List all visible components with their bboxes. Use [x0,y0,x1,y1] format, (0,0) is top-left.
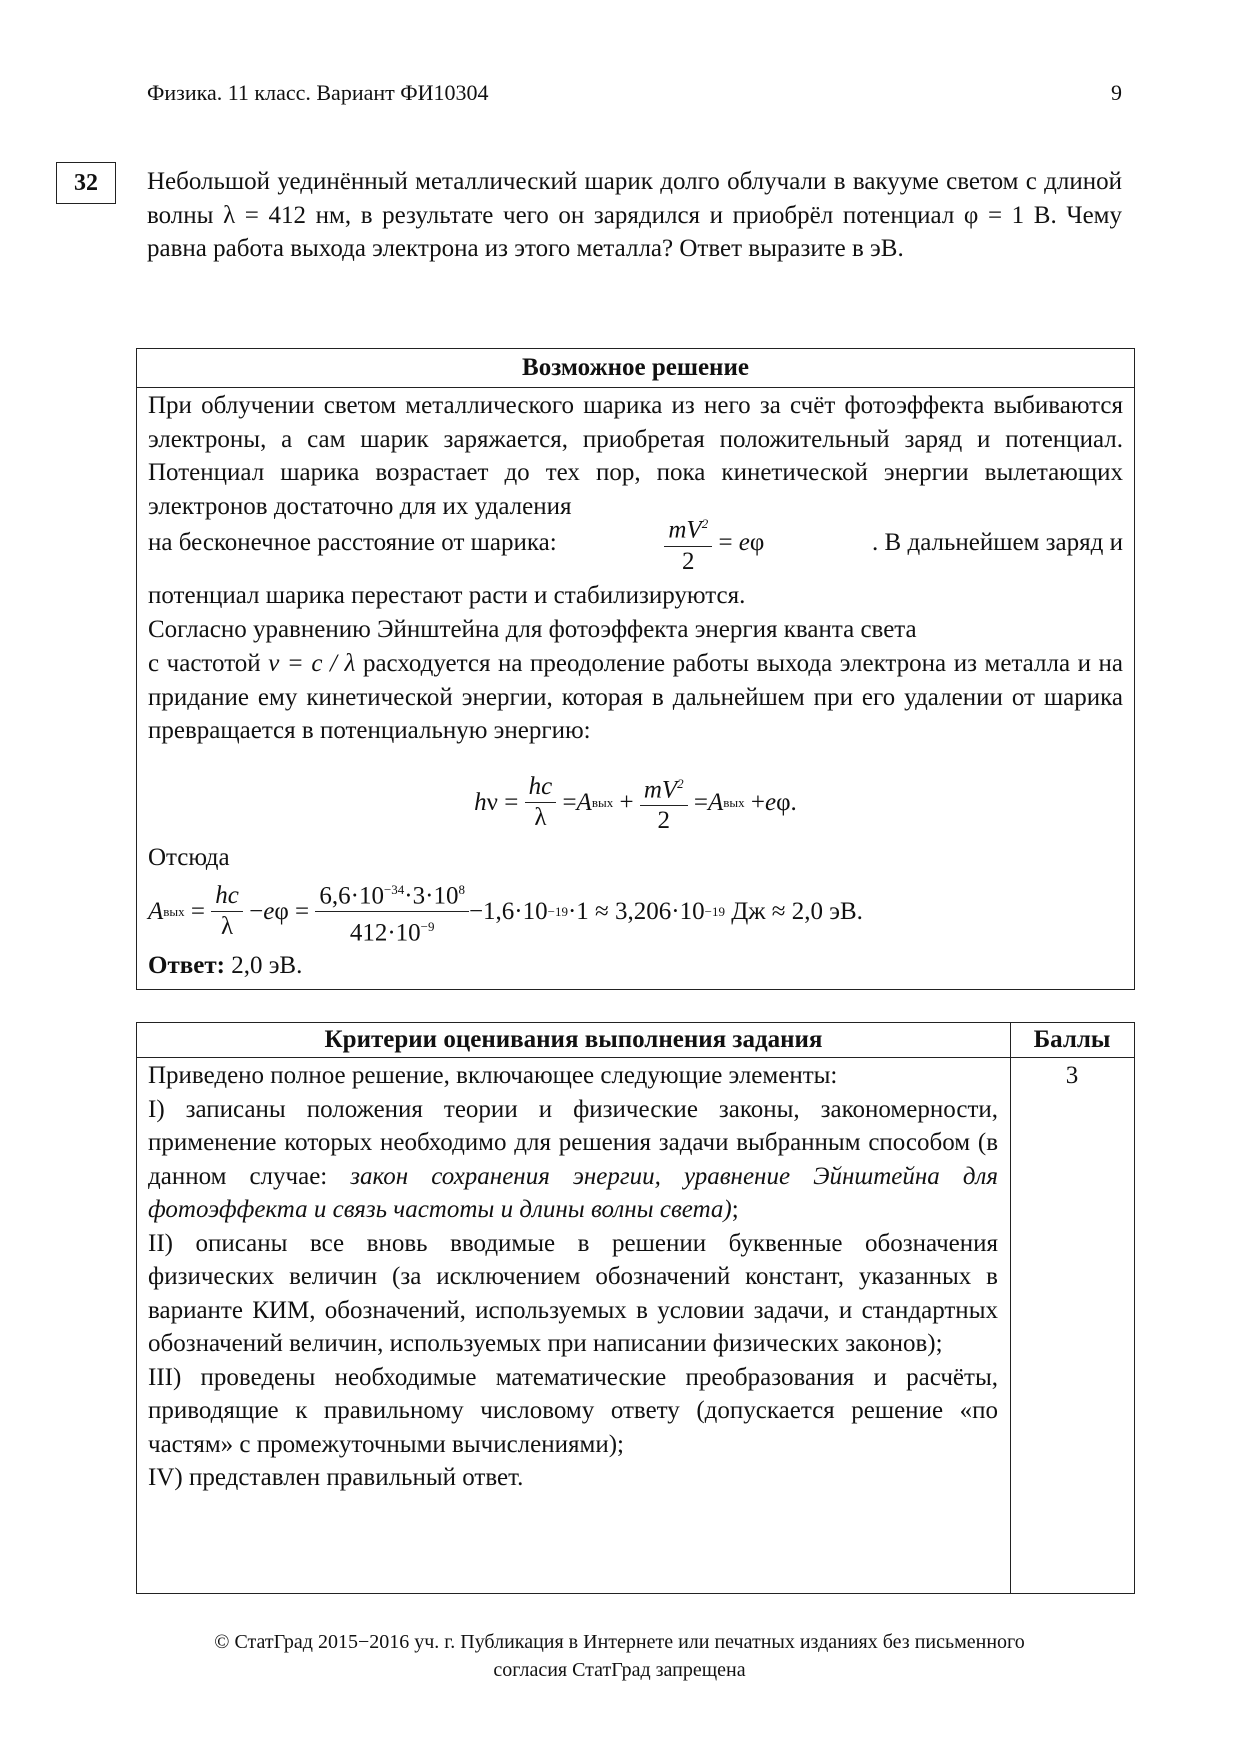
p4b-start: с частотой [148,650,261,677]
points-value: 3 [1065,1062,1079,1089]
work-function-calculation: A вых = $\frac{hc}{\lambda}$ − e φ = $\frac{6,6\cdot 10^{-34}\cdot 3\cdot 10^8}{412\cdot 10^{-9}}$ −1,6·10 −19 ·1 ≈ 3,206·10 −19 Дж ≈ 2,0 эВ. [148,875,1123,945]
solution-paragraph-4a: Согласно уравнению Эйнштейна для фотоэффекта энергия кванта света [148,616,917,643]
einstein-equation: h ν = $\frac{hc}{\lambda}$ = A вых + $\frac{mV^2}{2}$ = A вых + e φ. [148,769,1123,837]
solution-box [136,348,1135,990]
answer-value: 2,0 эВ. [231,952,303,979]
criteria-intro: Приведено полное решение, включающее следующие элементы: [148,1062,838,1089]
kinetic-energy-formula: $\frac{mV^2}{2}$ = eφ [664,509,764,576]
criteria-description [148,1059,998,1495]
question-text: Небольшой уединённый металлический шарик долго облучали в вакууме светом с длиной волны λ = 412 нм, в результате чего он зарядился и приобрёл потенциал φ = 1 В. Чему равна работа выхода электрона из этого металла? Ответ выразите в эВ. [147,168,1122,262]
solution-title: Возможное решение [137,349,1134,388]
criteria-item-3: III) проведены необходимые математические преобразования и расчёты, приводящие к правильному числовому ответу (допускается решение «по частям» с промежуточными вычислениями); [148,1363,998,1458]
footer-line-2: согласия СтатГрад запрещена [493,1659,746,1681]
page-number: 9 [1111,80,1122,105]
criteria-item-2: II) описаны все вновь вводимые в решении буквенные обозначения физических величин (за исключением обозначений констант, указанных в варианте КИМ, обозначений, используемых в условии задачи, и стандартных обозначений величин, используемых при написании физических законов); [148,1229,998,1357]
solution-p2-end: . В дальнейшем заряд и [872,529,1123,557]
fraction-mv2-over-2: $\frac{mV^2}{2}$ [664,509,712,576]
solution-hence: Отсюда [148,844,230,871]
question-number: 32 [56,162,116,204]
footer-line-1: © СтатГрад 2015−2016 уч. г. Публикация в Интернете или печатных изданиях без письменного [214,1631,1025,1653]
criteria-item-4: IV) представлен правильный ответ. [148,1464,524,1491]
criteria-column-header: Критерии оценивания выполнения задания [324,1026,823,1053]
solution-p2-start: на бесконечное расстояние от шарика: [148,529,557,557]
answer-label: Ответ: [148,952,225,979]
page-header [147,80,1122,106]
criteria-item-1: I) записаны положения теории и физические законы, закономерности, применение которых необходимо для решения задачи выбранным способом (в данном случае: закон сохранения энергии, уравнение Эйнштейна для фотоэффекта и связь частоты и длины волны света); [148,1095,999,1223]
solution-paragraph-3: потенциал шарика перестают расти и стабилизируются. [148,582,746,609]
solution-paragraph-4b [148,647,1123,748]
solution-answer [148,949,1123,983]
solution-paragraph-1: При облучении светом металлического шарика из него за счёт фотоэффекта выбиваются электроны, а сам шарик заряжается, приобретая положительный заряд и потенциал. Потенциал шарика возрастает до тех пор, пока кинетической энергии вылетающих электронов достаточно для их удаления [148,392,1123,520]
header-subject: Физика. 11 класс. Вариант ФИ10304 [147,80,489,105]
frequency-formula: ν = c / λ [268,650,356,677]
criteria-table [136,1022,1135,1594]
solution-line-kinetic [148,511,1123,575]
p4b-end: расходуется на преодоление работы выхода электрона из металла и на придание ему кинетической энергии, которая в дальнейшем при его удалении от шарика превращается в потенциальную энергию: [148,650,1124,744]
points-column-header: Баллы [1033,1026,1111,1053]
page-footer [0,1628,1239,1684]
